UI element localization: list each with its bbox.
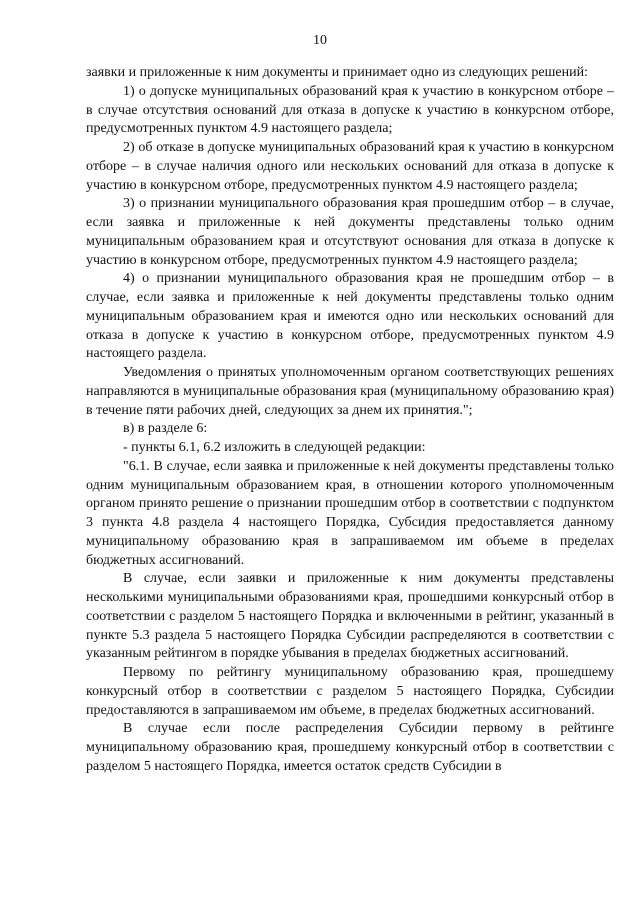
paragraph-remainder: В случае если после распределения Субсидии первому в рейтинге муниципальному образованию края, прошедшему конкурсный отбор в соответствии с разделом 5 настоящего Порядка, имеется остаток средств Субсидии в xyxy=(86,721,614,774)
paragraph-section-6: в) в разделе 6: xyxy=(123,421,208,437)
paragraph-continuation: заявки и приложенные к ним документы и принимает одно из следующих решений: xyxy=(86,65,588,80)
page-number: 10 xyxy=(313,33,327,48)
paragraph-multiple-applicants: В случае, если заявки и приложенные к ним документы представлены несколькими муниципальными образованиями края, прошедшими конкурсный отбор в соответствии с разделом 5 настоящего Порядка и включенными в рейтинг, указанный в пункте 5.3 раздела 5 настоящего Порядка Субсидии распределяются в соответствии с указанным рейтингом в порядке убывания в пределах бюджетных ассигнований. xyxy=(86,571,614,662)
paragraph-decision-3: 3) о признании муниципального образования края прошедшим отбор – в случае, если заявка и приложенные к ней документы представлены только одним муниципальным образованием края и отсутствуют основания для отказа в допуске к участию в конкурсном отборе, предусмотренных пунктом 4.9 настоящего раздела; xyxy=(86,196,614,268)
document-body xyxy=(86,64,614,777)
paragraph-first-ranked: Первому по рейтингу муниципальному образованию края, прошедшему конкурсный отбор в соответствии с разделом 5 настоящего Порядка, Субсидии предоставляются в запрашиваемом им объеме, в пределах бюджетных ассигнований. xyxy=(86,665,614,718)
paragraph-decision-1: 1) о допуске муниципальных образований края к участию в конкурсном отборе – в случае отсутствия оснований для отказа в допуске к участию в конкурсном отборе, предусмотренных пунктом 4.9 настоящего раздела; xyxy=(86,83,614,137)
paragraph-6-1: "6.1. В случае, если заявка и приложенные к ней документы представлены только одним муниципальным образованием края, в отношении которого уполномоченным органом принято решение о признании прошедшим отбор в соответствии с подпунктом 3 пункта 4.8 раздела 4 настоящего Порядка, Субсидия предоставляется данному муниципальному образованию края в запрашиваемом им объеме в пределах бюджетных ассигнований. xyxy=(86,458,614,568)
paragraph-decision-4: 4) о признании муниципального образования края не прошедшим отбор – в случае, если заявка и приложенные к ней документы представлены только одним муниципальным образованием края и имеются одно или нескольких оснований для отказа в допуске к участию в конкурсном отборе, предусмотренных пунктом 4.9 настоящего раздела. xyxy=(86,271,614,362)
paragraph-decision-2: 2) об отказе в допуске муниципальных образований края к участию в конкурсном отборе – в случае наличия одного или нескольких оснований для отказа в допуске к участию в конкурсном отборе, предусмотренных пунктом 4.9 настоящего раздела; xyxy=(86,140,614,193)
paragraph-notifications: Уведомления о принятых уполномоченным органом соответствующих решениях направляются в муниципальные образования края (муниципальному образованию края) в течение пяти рабочих дней, следующих за днем их принятия."; xyxy=(86,365,614,418)
paragraph-points-6-1-6-2: - пункты 6.1, 6.2 изложить в следующей редакции: xyxy=(123,440,426,455)
